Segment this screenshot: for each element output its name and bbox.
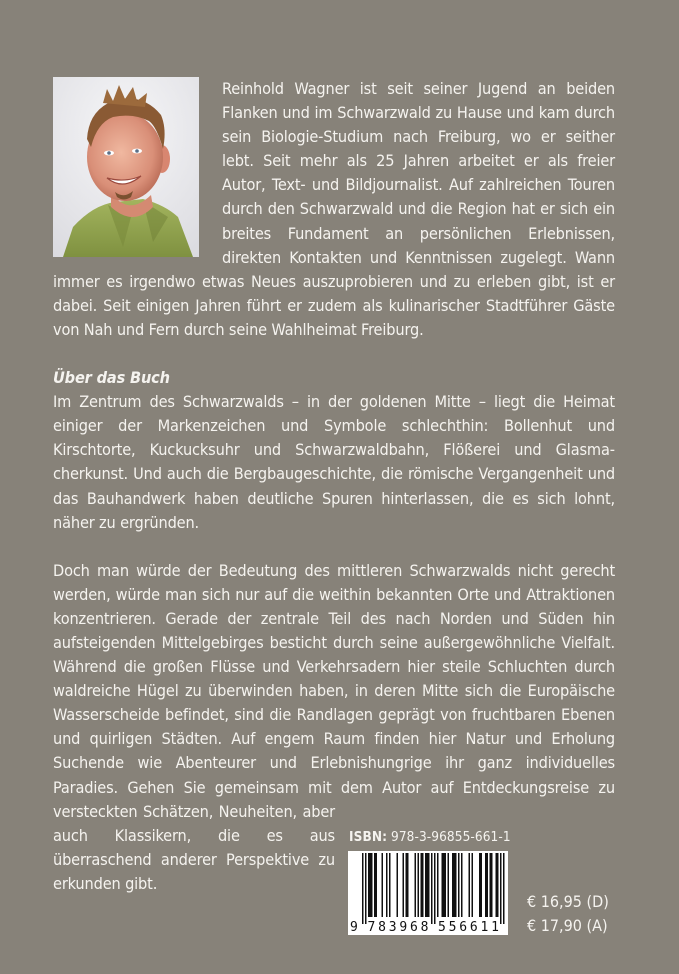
isbn-label (349, 829, 511, 845)
isbn-label-block (349, 829, 511, 845)
isbn-label-prefix: ISBN: (349, 829, 388, 845)
author-bio: Reinhold Wagner ist seit seiner Jugend an beiden Flanken und im Schwarzwald zu Hause und kam durch sein Biologie-Studium nach Freiburg, wo er seither lebt. Seit mehr als 25 Jahren arbeitet er als freier Autor, Text- und Bildjournalist. Auf zahlreichen Touren durch den Schwarzwald und die Region hat er sich ein breites Fundament an persönlichen Erlebnissen, direkten Kontakten und Kenntnissen zugelegt. Wann immer es irgendwo etwas Neues auszuprobieren und zu erleben gibt, ist er dabei. Seit einigen Jahren führt er zudem als kulinarischer Stadtführer Gäste von Nah und Fern durch seine Wahlheimat Freiburg. (53, 79, 615, 339)
price-block (527, 890, 609, 938)
price-germany: € 16,95 (D) (527, 892, 609, 911)
barcode-icon (348, 851, 508, 935)
about-book-heading: Über das Buch (53, 368, 170, 388)
paragraph-gap (53, 535, 615, 559)
author-portrait-icon (53, 77, 199, 257)
isbn-number: 978-3-96855-661-1 (391, 829, 511, 845)
cover-text-block (53, 77, 615, 910)
about-book-paragraph-2: Doch man würde der Bedeutung des mittleren Schwarzwalds nicht gerecht werden, würde man sich nur auf die weithin bekannten Orte und Attraktionen konzentrieren. Gerade der zentrale Teil des nach Norden und Süden hin aufsteigenden Mittelgebirges besticht durch seine außergewöhnliche Vielfalt. Während die großen Flüsse und Verkehrsadern hier steile Schluchten durch waldreiche Hügel zu überwinden haben, in deren Mitte sich die Europäische Wasserscheide befindet, sind die Randlagen geprägt von fruchtbaren Ebenen und quirligen Städten. Auf engem Raum finden hier Natur und Erholung Suchende wie Abenteurer und Erlebnishungrige ihr ganz individuelles Paradies. Gehen Sie gemeinsam mit dem Autor auf Entdeckungsreise zu versteckten Schät zen, Neuheiten, aber auch Klassikern, die es aus überraschend anderer Perspektive zu erkunden gibt. (53, 559, 615, 896)
price-austria: € 17,90 (A) (527, 916, 608, 935)
svg-text:9: 9 (350, 920, 358, 935)
author-photo (53, 77, 199, 257)
svg-text:556611: 556611 (438, 920, 499, 935)
svg-text:783968: 783968 (367, 920, 429, 935)
ean-barcode (348, 851, 508, 935)
about-book-paragraph-1: Im Zentrum des Schwarzwalds – in der goldenen Mitte – liegt die Heimat einiger der Markenzeichen und Symbole schlechthin: Bollenhut und Kirschtorte, Kuckucksuhr und Schwarzwaldbahn, Flößerei und Glasmacherkunst. Und auch die Bergbaugeschichte, die römische Vergangenheit und das Bauhandwerk haben deutliche Spuren hinterlassen, die es sich lohnt, näher zu ergründen. (53, 392, 615, 532)
